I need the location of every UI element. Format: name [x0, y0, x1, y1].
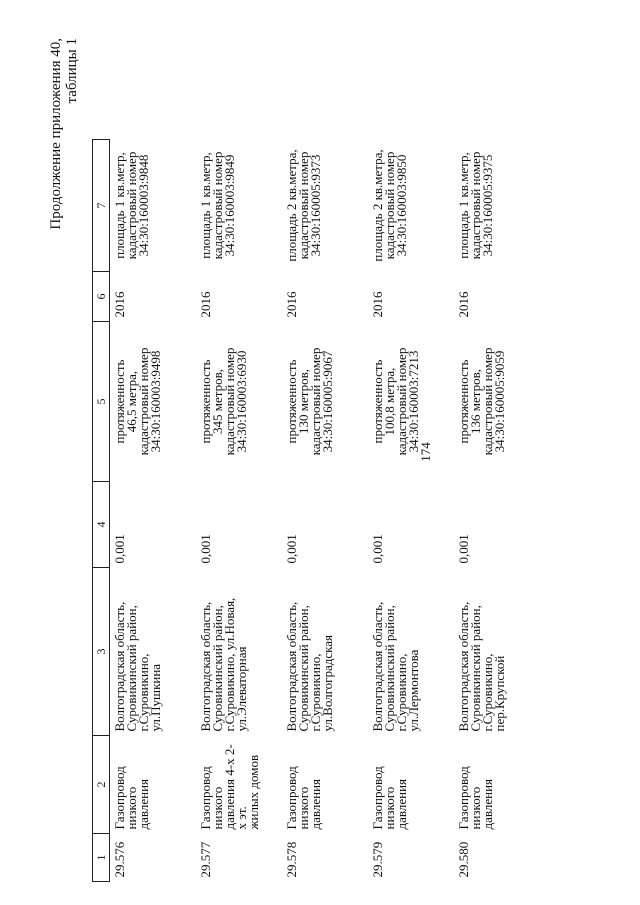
object-address-line: г.Суровикино, ул.Новая,: [222, 597, 237, 732]
object-area: [196, 140, 282, 272]
object-name-line: давления: [136, 778, 151, 830]
object-address: [196, 568, 282, 736]
header-col-1: 1: [93, 834, 110, 882]
continuation-title: [48, 38, 80, 230]
object-area-line: 34:30:160005:9373: [308, 154, 323, 257]
object-value: 0,001: [284, 534, 299, 564]
object-extent-line: кадастровый номер: [136, 347, 151, 456]
page-number: 174: [418, 442, 433, 462]
object-extent-line: 34:30:160003:6930: [234, 350, 249, 453]
object-area-line: площадь 2 кв.метра,: [370, 149, 385, 262]
object-address-line: Волгоградская область,: [112, 601, 127, 732]
object-area: [282, 140, 368, 272]
object-area-line: площадь 1 кв.метр,: [456, 152, 471, 259]
object-area-line: площадь 2 кв.метра,: [284, 149, 299, 262]
object-year: 2016: [112, 291, 127, 318]
header-col-2: 2: [93, 736, 110, 834]
object-extent-line: 100,8 метра,: [382, 367, 397, 436]
object-extent-line: 46,5 метра,: [124, 370, 139, 433]
object-year: 2016: [198, 291, 213, 318]
object-address-line: Суровикинский район,: [210, 605, 225, 732]
object-name-line: давления: [308, 778, 323, 830]
object-extent: [110, 322, 197, 482]
object-area: [368, 140, 454, 272]
object-year: 2016: [456, 291, 471, 318]
object-address-line: ул.Лермонтова: [406, 649, 421, 732]
object-extent-line: протяженность: [370, 359, 385, 444]
object-extent-line: 34:30:160005:9067: [320, 350, 335, 453]
object-area-line: 34:30:160003:9849: [222, 154, 237, 257]
object-address-line: г.Суровикино,: [394, 653, 409, 732]
object-area-line: кадастровый номер: [210, 151, 225, 260]
object-extent: [282, 322, 368, 482]
header-col-3: 3: [93, 568, 110, 736]
header-col-4: 4: [93, 482, 110, 568]
continuation-line-2: таблицы 1: [64, 38, 80, 104]
object-extent-line: протяженность: [198, 359, 213, 444]
object-name-line: Газопровод низкого: [284, 766, 311, 830]
object-address-line: ул.Волгоградская: [320, 634, 335, 732]
object-area-line: кадастровый номер: [468, 151, 483, 260]
table-row: [282, 140, 368, 882]
object-address: [282, 568, 368, 736]
object-address-line: Суровикинский район,: [382, 605, 397, 732]
object-address-line: Волгоградская область,: [198, 601, 213, 732]
object-area-line: кадастровый номер: [382, 151, 397, 260]
object-name-line: давления: [480, 778, 495, 830]
object-value: 0,001: [370, 534, 385, 564]
object-address-line: Суровикинский район,: [468, 605, 483, 732]
continuation-line-1: Продолжение приложения 40,: [48, 38, 64, 230]
object-address-line: пер.Крупской: [492, 655, 507, 732]
object-extent: [196, 322, 282, 482]
object-extent: [368, 322, 454, 482]
object-extent-line: кадастровый номер: [308, 347, 323, 456]
object-area-line: площадь 1 кв.метр,: [112, 152, 127, 259]
object-name-line: Газопровод низкого: [198, 766, 225, 830]
row-number: 29.576: [112, 841, 127, 878]
object-value: 0,001: [112, 534, 127, 564]
object-address: [368, 568, 454, 736]
row-number: 29.579: [370, 841, 385, 878]
object-extent: [454, 322, 540, 482]
object-value: 0,001: [198, 534, 213, 564]
object-address-line: Волгоградская область,: [284, 601, 299, 732]
object-address-line: Волгоградская область,: [370, 601, 385, 732]
object-year: 2016: [284, 291, 299, 318]
object-address-line: Волгоградская область,: [456, 601, 471, 732]
object-area-line: площадь 1 кв.метр,: [198, 152, 213, 259]
object-area-line: 34:30:160005:9375: [480, 154, 495, 257]
row-number: 29.578: [284, 841, 299, 878]
object-name-line: жилых домов: [246, 754, 261, 830]
object-area: [110, 140, 197, 272]
object-value: 0,001: [456, 534, 471, 564]
object-address-line: г.Суровикино,: [480, 653, 495, 732]
header-col-6: 6: [93, 272, 110, 322]
object-address-line: Суровикинский район,: [296, 605, 311, 732]
object-area-line: кадастровый номер: [124, 151, 139, 260]
table-row: [454, 140, 540, 882]
table-row: [196, 140, 282, 882]
table-body: [110, 140, 541, 882]
table-row: [368, 140, 454, 882]
row-number: 29.580: [456, 841, 471, 878]
object-extent-line: кадастровый номер: [394, 347, 409, 456]
object-address-line: Суровикинский район,: [124, 605, 139, 732]
rotated-page: [40, 22, 600, 882]
objects-table: [92, 139, 540, 882]
object-name-line: давления: [394, 778, 409, 830]
object-name: [196, 736, 282, 834]
object-extent-line: протяженность: [456, 359, 471, 444]
object-extent-line: 345 метров,: [210, 369, 225, 434]
object-extent-line: 34:30:160005:9059: [492, 350, 507, 453]
object-name: [368, 736, 454, 834]
object-address: [454, 568, 540, 736]
table-row: [110, 140, 197, 882]
object-area: [454, 140, 540, 272]
object-name-line: давления 4-х 2-х эт.: [222, 744, 249, 830]
object-extent-line: кадастровый номер: [480, 347, 495, 456]
object-name-line: Газопровод низкого: [456, 766, 483, 830]
object-address-line: ул.Пушкина: [148, 663, 163, 732]
object-extent-line: 136 метров,: [468, 369, 483, 434]
header-row: [93, 140, 110, 882]
object-area-line: кадастровый номер: [296, 151, 311, 260]
object-extent-line: кадастровый номер: [222, 347, 237, 456]
object-name-line: Газопровод низкого: [112, 766, 139, 830]
object-name: [282, 736, 368, 834]
object-extent-line: 130 метров,: [296, 369, 311, 434]
object-year: 2016: [370, 291, 385, 318]
object-address: [110, 568, 197, 736]
object-extent-line: протяженность: [284, 359, 299, 444]
object-name: [110, 736, 197, 834]
object-area-line: 34:30:160003:9850: [394, 154, 409, 257]
object-area-line: 34:30:160003:9848: [136, 154, 151, 257]
object-address-line: ул.Элеваторная: [234, 646, 249, 732]
object-extent-line: 34:30:160003:9498: [148, 350, 163, 453]
object-name-line: Газопровод низкого: [370, 766, 397, 830]
object-address-line: г.Суровикино,: [308, 653, 323, 732]
row-number: 29.577: [198, 841, 213, 878]
header-col-7: 7: [93, 140, 110, 272]
header-col-5: 5: [93, 322, 110, 482]
object-name: [454, 736, 540, 834]
object-address-line: г.Суровикино,: [136, 653, 151, 732]
object-extent-line: 34:30:160003:7213: [406, 350, 421, 453]
object-extent-line: протяженность: [112, 359, 127, 444]
